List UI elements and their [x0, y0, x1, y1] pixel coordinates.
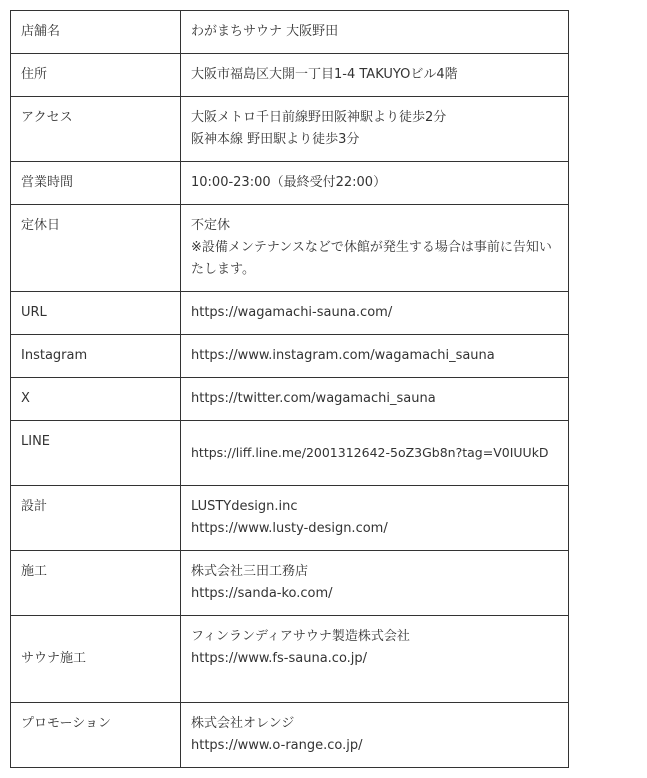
address-value: [181, 54, 569, 97]
address-text: 大阪市福島区大開一丁目1-4 TAKUYOビル4階: [191, 67, 458, 82]
table-row-promotion: [11, 703, 569, 768]
store-name-value: [181, 11, 569, 54]
promotion-value: [181, 703, 569, 768]
sauna-construction-link[interactable]: https://www.fs-sauna.co.jp/: [191, 651, 368, 666]
store-name-text: わがまちサウナ 大阪野田: [191, 24, 339, 39]
table-row-url: [11, 292, 569, 335]
table-row-address: [11, 54, 569, 97]
access-value: [181, 97, 569, 162]
design-link[interactable]: https://www.lusty-design.com/: [191, 521, 388, 536]
x-value: [181, 378, 569, 421]
sauna-construction-value: [181, 616, 569, 703]
address-label: 住所: [11, 54, 181, 97]
construction-value: [181, 551, 569, 616]
design-value: [181, 486, 569, 551]
website-link[interactable]: https://wagamachi-sauna.com/: [191, 305, 393, 320]
hours-text: 10:00-23:00（最終受付22:00）: [191, 175, 387, 190]
closed-days-value: [181, 205, 569, 292]
x-link[interactable]: https://twitter.com/wagamachi_sauna: [191, 391, 436, 406]
promotion-company: 株式会社オレンジ: [191, 716, 295, 731]
hours-label: 営業時間: [11, 162, 181, 205]
table-row-design: [11, 486, 569, 551]
url-label: URL: [11, 292, 181, 335]
table-row-access: [11, 97, 569, 162]
construction-link[interactable]: https://sanda-ko.com/: [191, 586, 333, 601]
access-label: アクセス: [11, 97, 181, 162]
table-row-construction: [11, 551, 569, 616]
instagram-label: Instagram: [11, 335, 181, 378]
table-row-sauna-construction: [11, 616, 569, 703]
design-label: 設計: [11, 486, 181, 551]
access-line-hanshin: 阪神本線 野田駅より徒歩3分: [191, 132, 360, 147]
closed-days-label: 定休日: [11, 205, 181, 292]
construction-company: 株式会社三田工務店: [191, 564, 309, 579]
table-row-instagram: [11, 335, 569, 378]
line-value: [181, 421, 569, 486]
table-row-store-name: [11, 11, 569, 54]
url-value: [181, 292, 569, 335]
access-line-metro: 大阪メトロ千日前線野田阪神駅より徒歩2分: [191, 110, 447, 125]
sauna-construction-label: サウナ施工: [11, 616, 181, 703]
table-row-hours: [11, 162, 569, 205]
store-info-table: [10, 10, 569, 768]
promotion-label: プロモーション: [11, 703, 181, 768]
table-row-closed-days: [11, 205, 569, 292]
construction-label: 施工: [11, 551, 181, 616]
line-link[interactable]: https://liff.line.me/2001312642-5oZ3Gb8n?tag=V0IUUkD: [191, 445, 549, 460]
store-name-label: 店舗名: [11, 11, 181, 54]
line-label: LINE: [11, 421, 181, 486]
closed-days-text: 不定休: [191, 218, 231, 233]
design-company: LUSTYdesign.inc: [191, 499, 298, 514]
sauna-construction-company: フィンランディアサウナ製造株式会社: [191, 629, 410, 644]
x-label: X: [11, 378, 181, 421]
instagram-value: [181, 335, 569, 378]
closed-days-note: ※設備メンテナンスなどで休館が発生する場合は事前に告知いたします。: [191, 240, 552, 277]
hours-value: [181, 162, 569, 205]
promotion-link[interactable]: https://www.o-range.co.jp/: [191, 738, 363, 753]
instagram-link[interactable]: https://www.instagram.com/wagamachi_sauna: [191, 348, 495, 363]
table-row-x: [11, 378, 569, 421]
table-row-line: [11, 421, 569, 486]
